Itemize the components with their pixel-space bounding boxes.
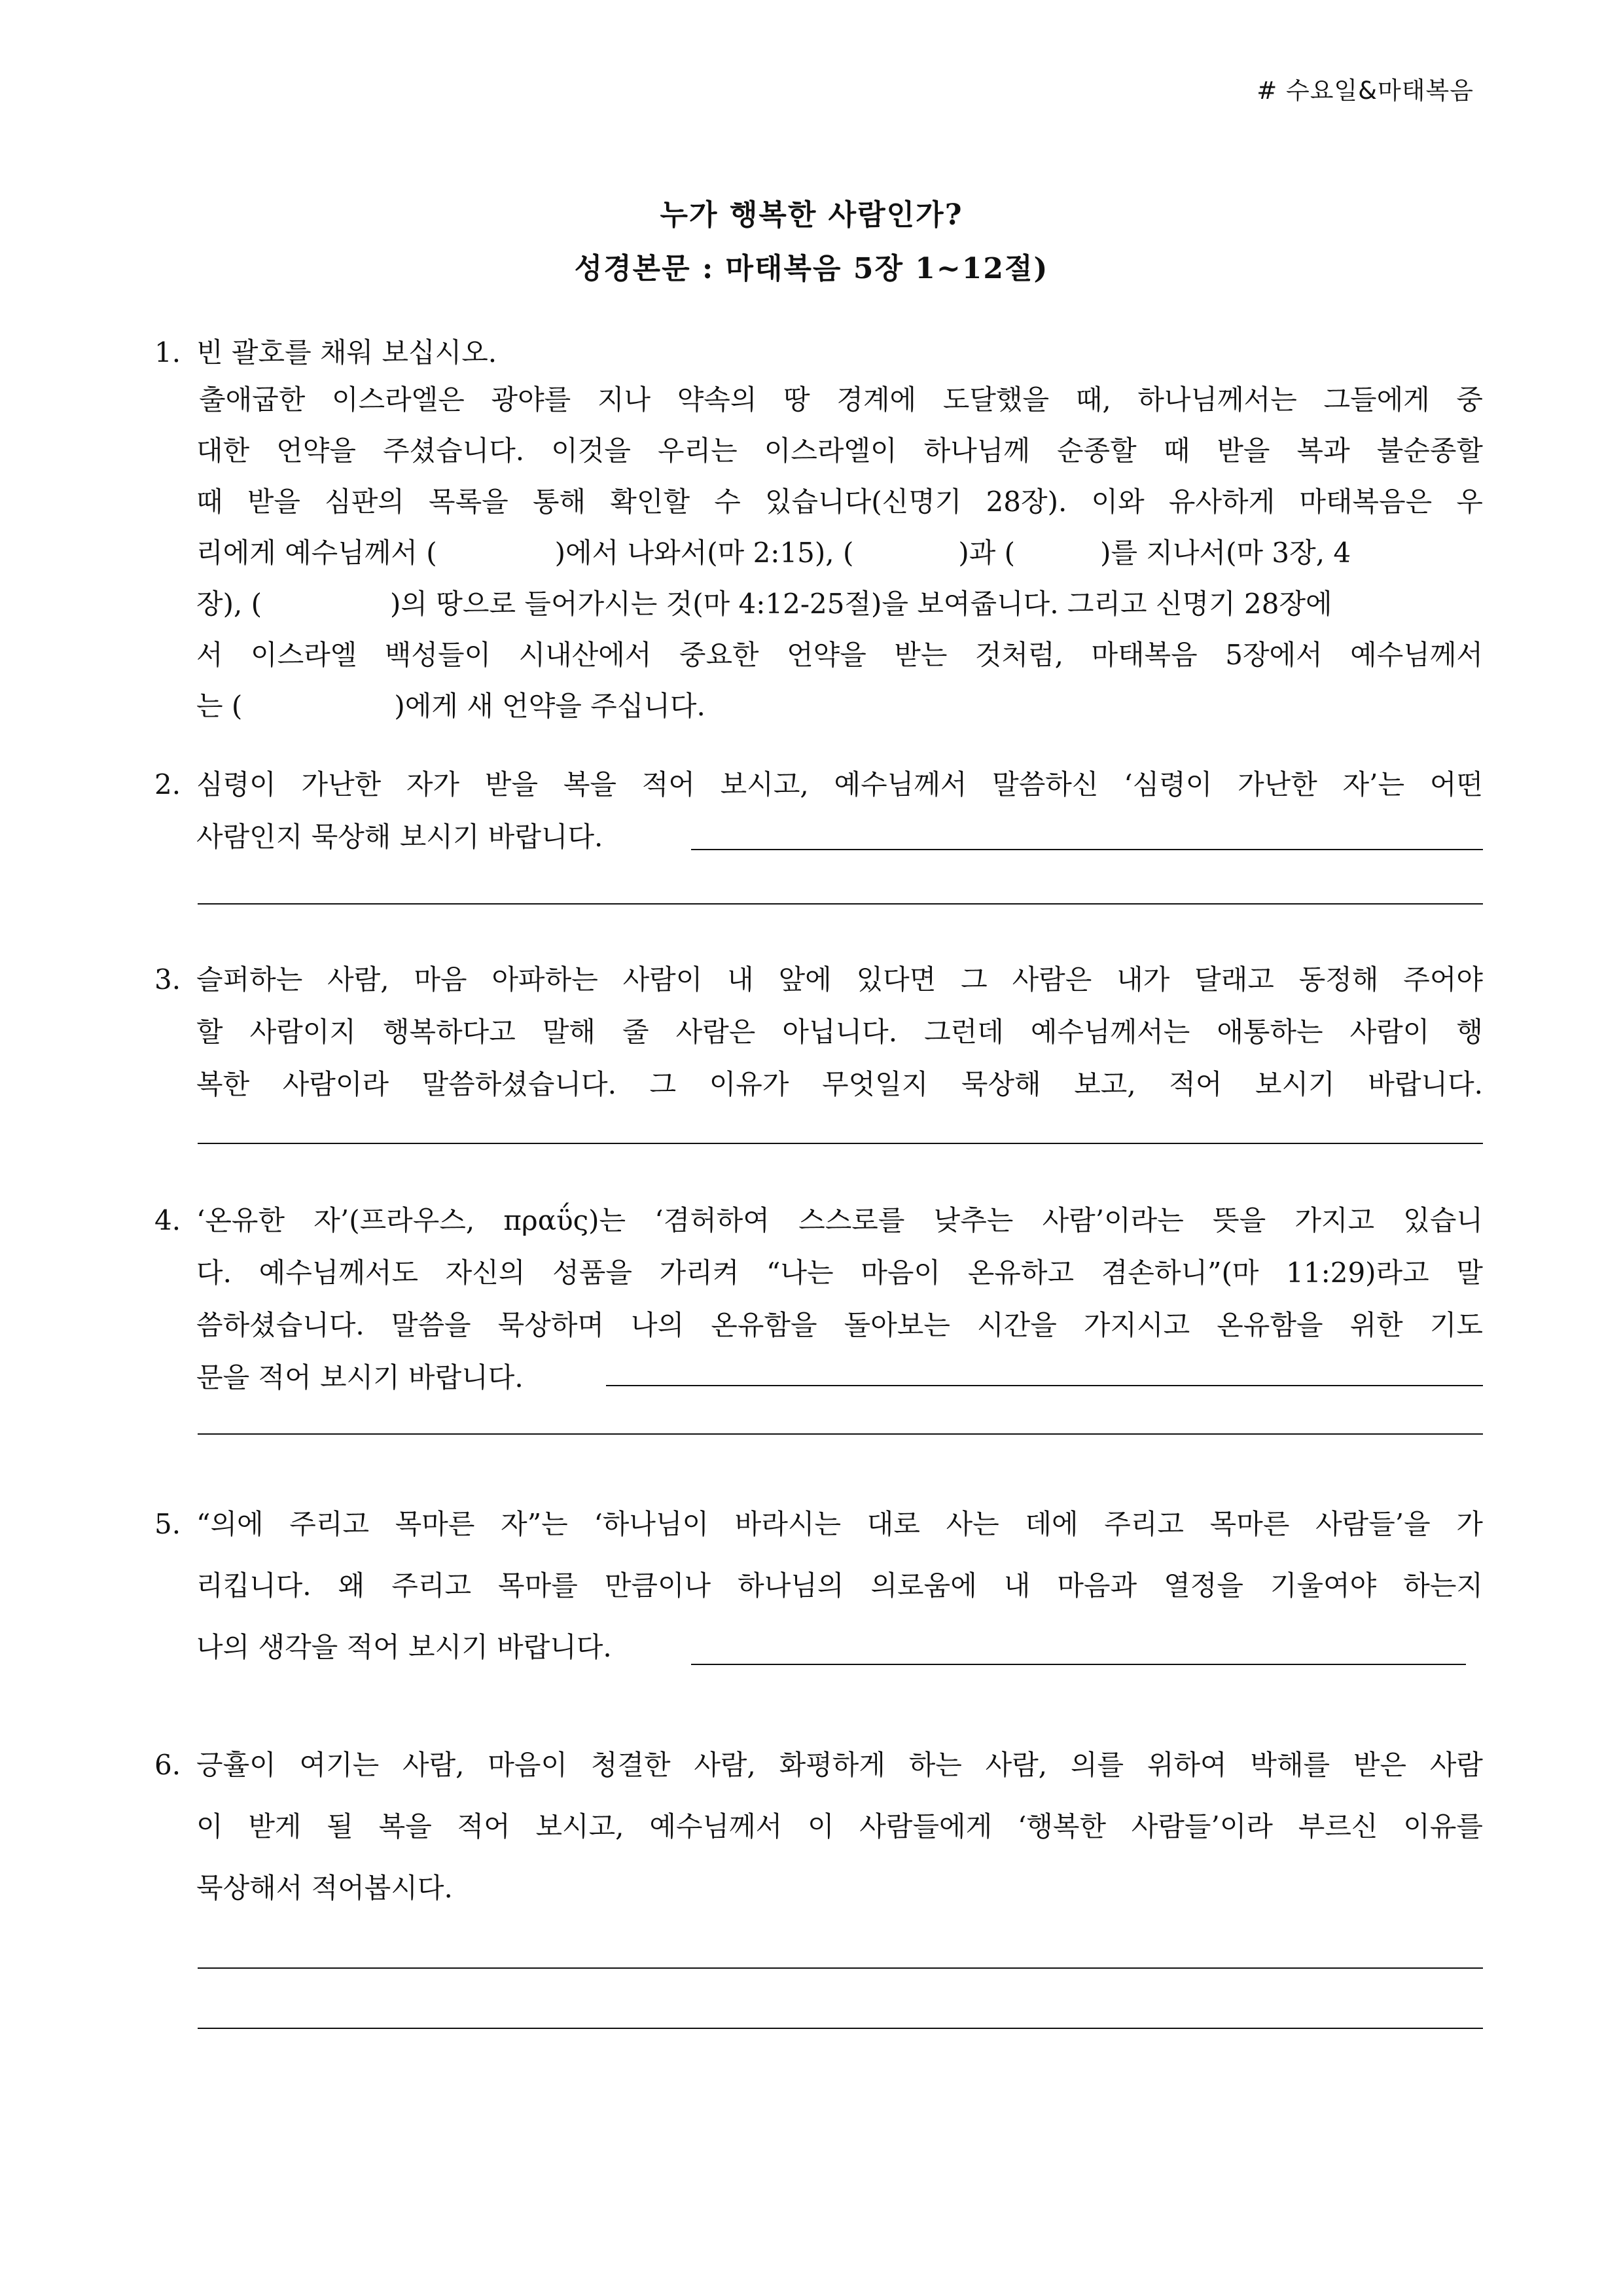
question-line: 할 사람이지 행복하다고 말해 줄 사람은 아닙니다. 그런데 예수님께서는 애통하는 사람이 행: [196, 1016, 1483, 1048]
question-5: [154, 1508, 1483, 1695]
question-line: 다. 예수님께서도 자신의 성품을 가리켜 “나는 마음이 온유하고 겸손하니”(마 11:29)라고 말: [196, 1257, 1483, 1289]
body-text: )의 땅으로 들어가시는 것(마 4:12-25절)을 보여줍니다. 그리고 신명기 28장에: [390, 588, 1332, 620]
body-text: )에서 나와서(마 2:15), (: [554, 537, 854, 569]
question-text: 문을 적어 보시기 바랍니다.: [196, 1361, 524, 1393]
answer-line[interactable]: [691, 849, 1483, 850]
page-subtitle: 성경본문 : 마태복음 5장 1~12절): [574, 252, 1049, 285]
body-text: )에게 새 언약을 주십니다.: [394, 690, 705, 722]
body-line-with-blanks: [196, 590, 1483, 618]
question-line: 심령이 가난한 자가 받을 복을 적어 보시고, 예수님께서 말씀하신 ‘심령이 가난한 자’는 어떤: [196, 768, 1483, 800]
question-2: [154, 768, 1483, 876]
body-line-with-blanks: [196, 539, 1483, 567]
body-text: )를 지나서(마 3장, 4: [1100, 537, 1351, 569]
question-line: 복한 사람이라 말씀하셨습니다. 그 이유가 무엇일지 묵상해 보고, 적어 보시기 바랍니다.: [196, 1068, 1483, 1100]
question-line: [196, 1631, 1483, 1663]
question-text: 묵상해서 적어봅시다.: [196, 1872, 453, 1904]
answer-line[interactable]: [606, 1385, 1483, 1386]
body-line: 출애굽한 이스라엘은 광야를 지나 약속의 땅 경계에 도달했을 때, 하나님께서는 그들에게 중: [199, 384, 1483, 416]
question-number: 6.: [154, 1749, 181, 1781]
question-3: [154, 963, 1483, 1123]
question-line: [196, 1874, 1483, 1902]
question-text: 사람인지 묵상해 보시기 바랍니다.: [196, 821, 603, 853]
question-number: 5.: [154, 1508, 181, 1540]
body-line: 대한 언약을 주셨습니다. 이것을 우리는 이스라엘이 하나님께 순종할 때 받을 복과 불순종할: [196, 435, 1483, 467]
header-tag: # 수요일&마태복음: [1257, 77, 1474, 105]
question-number: 3.: [154, 963, 181, 996]
question-prompt: 빈 괄호를 채워 보십시오.: [196, 336, 497, 368]
question-line: 이 받게 될 복을 적어 보시고, 예수님께서 이 사람들에게 ‘행복한 사람들’이라 부르신 이유를: [196, 1810, 1483, 1842]
body-text: 리에게 예수님께서 (: [196, 537, 437, 569]
question-number: 4.: [154, 1204, 181, 1236]
answer-line[interactable]: [198, 1143, 1483, 1144]
question-line: [196, 823, 1483, 851]
question-line: 슬퍼하는 사람, 마음 아파하는 사람이 내 앞에 있다면 그 사람은 내가 달래고 동정해 주어야: [196, 963, 1483, 996]
question-line: 씀하셨습니다. 말씀을 묵상하며 나의 온유함을 돌아보는 시간을 가지시고 온유함을 위한 기도: [196, 1309, 1483, 1341]
body-line: 서 이스라엘 백성들이 시내산에서 중요한 언약을 받는 것처럼, 마태복음 5장에서 예수님께서: [196, 639, 1483, 671]
body-text: 는 (: [196, 690, 243, 722]
answer-line[interactable]: [198, 903, 1483, 905]
body-line-with-blanks: [196, 692, 1483, 720]
question-line: 리킵니다. 왜 주리고 목마를 만큼이나 하나님의 의로움에 내 마음과 열정을 기울여야 하는지: [196, 1570, 1483, 1602]
answer-line[interactable]: [198, 1433, 1483, 1435]
body-text: 장), (: [196, 588, 262, 620]
answer-line[interactable]: [691, 1664, 1466, 1665]
answer-line[interactable]: [198, 1967, 1483, 1969]
question-line: 긍휼이 여기는 사람, 마음이 청결한 사람, 화평하게 하는 사람, 의를 위하여 박해를 받은 사람: [196, 1749, 1484, 1781]
body-text: )과 (: [958, 537, 1016, 569]
question-number: 2.: [154, 768, 181, 800]
answer-line[interactable]: [198, 2028, 1483, 2029]
question-6: [154, 1751, 1483, 1936]
question-number: 1.: [154, 336, 181, 368]
question-1-body: [154, 386, 1483, 744]
question-text: 나의 생각을 적어 보시기 바랍니다.: [196, 1631, 612, 1663]
question-line: ‘온유한 자’(프라우스, πραΰς)는 ‘겸허하여 스스로를 낮추는 사람’이라는 뜻을 가지고 있습니: [196, 1204, 1483, 1236]
body-line: 때 받을 심판의 목록을 통해 확인할 수 있습니다(신명기 28장). 이와 유사하게 마태복음은 우: [196, 486, 1483, 518]
page-title: 누가 행복한 사람인가?: [660, 198, 963, 232]
question-line: [196, 1361, 1483, 1393]
question-line: “의에 주리고 목마른 자”는 ‘하나님이 바라시는 대로 사는 데에 주리고 목마른 사람들’을 가: [196, 1508, 1483, 1540]
